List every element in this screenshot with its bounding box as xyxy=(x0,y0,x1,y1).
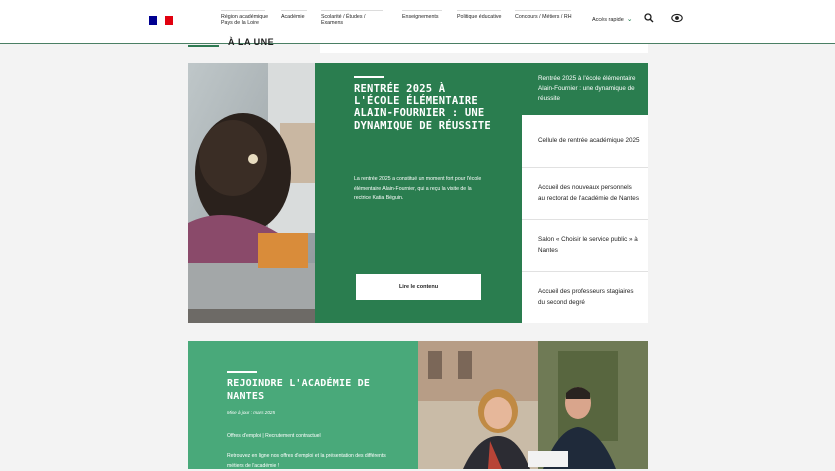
news-list xyxy=(522,63,648,323)
nav-scolarite-label: Scolarité / Études / Examens xyxy=(321,14,366,26)
hero-description: La rentrée 2025 a constitué un moment fort pour l'école élémentaire Alain-Fournier, qui a reçu la visite de la rectrice Katia Béguin. xyxy=(354,176,482,201)
chevron-down-icon: ⌄ xyxy=(626,16,633,23)
join-image xyxy=(418,341,648,469)
hero-card xyxy=(188,63,648,323)
nav-region-label: Région académique Pays de la Loire xyxy=(221,14,269,26)
news-item[interactable] xyxy=(522,63,648,115)
nav-enseignements-label: Enseignements xyxy=(402,14,439,20)
nav-academie-label: Académie xyxy=(281,14,305,20)
news-item-label: Accueil des nouveaux personnels au rectorat de l'académie de Nantes xyxy=(538,184,639,202)
quick-access-button[interactable] xyxy=(592,16,633,23)
top-strip xyxy=(320,44,648,53)
hero-panel xyxy=(315,63,522,323)
news-item-label: Salon « Choisir le service public » à Nantes xyxy=(538,236,638,254)
news-item[interactable] xyxy=(522,115,648,167)
news-item-label: Cellule de rentrée académique 2025 xyxy=(538,136,640,144)
join-tags[interactable]: Offres d'emploi | Recrutement contractuel xyxy=(227,433,321,439)
site-header xyxy=(0,0,835,44)
join-dash xyxy=(227,371,257,373)
join-date: Mise à jour : mars 2025 xyxy=(227,410,275,415)
section-title-bar xyxy=(188,45,219,47)
join-title: REJOINDRE L'ACADÉMIE DE NANTES xyxy=(227,378,371,402)
join-section xyxy=(188,341,648,469)
news-item[interactable] xyxy=(522,219,648,271)
news-item[interactable] xyxy=(522,167,648,219)
quick-access-label: Accès rapide xyxy=(592,16,624,23)
join-panel xyxy=(188,341,418,469)
eye-icon[interactable] xyxy=(670,11,684,25)
nav-scolarite[interactable] xyxy=(321,10,385,34)
nav-concours-label: Concours / Métiers / RH xyxy=(515,14,572,20)
hero-title: RENTRÉE 2025 À L'ÉCOLE ÉLÉMENTAIRE ALAIN-FOURNIER : UNE DYNAMIQUE DE RÉUSSITE xyxy=(354,83,491,132)
news-item[interactable] xyxy=(522,271,648,323)
nav-concours[interactable] xyxy=(515,10,577,34)
nav-politique[interactable] xyxy=(457,10,503,34)
hero-image xyxy=(188,63,315,323)
section-title: À LA UNE xyxy=(228,37,275,47)
read-more-button[interactable]: Lire le contenu xyxy=(356,274,481,300)
republic-logo[interactable] xyxy=(149,16,173,25)
nav-region[interactable] xyxy=(221,10,281,34)
nav-academie[interactable] xyxy=(281,10,315,34)
news-item-label: Rentrée 2025 à l'école élémentaire Alain-Fournier : une dynamique de réussite xyxy=(538,74,636,103)
hero-dash xyxy=(354,76,384,78)
news-item-label: Accueil des professeurs stagiaires du second degré xyxy=(538,288,634,306)
join-description: Retrouvez en ligne nos offres d'emploi et la présentation des différents métiers de l'académie ! xyxy=(227,453,386,469)
search-icon[interactable] xyxy=(642,11,656,25)
nav-enseignements[interactable] xyxy=(402,10,448,34)
nav-politique-label: Politique éducative xyxy=(457,14,502,20)
